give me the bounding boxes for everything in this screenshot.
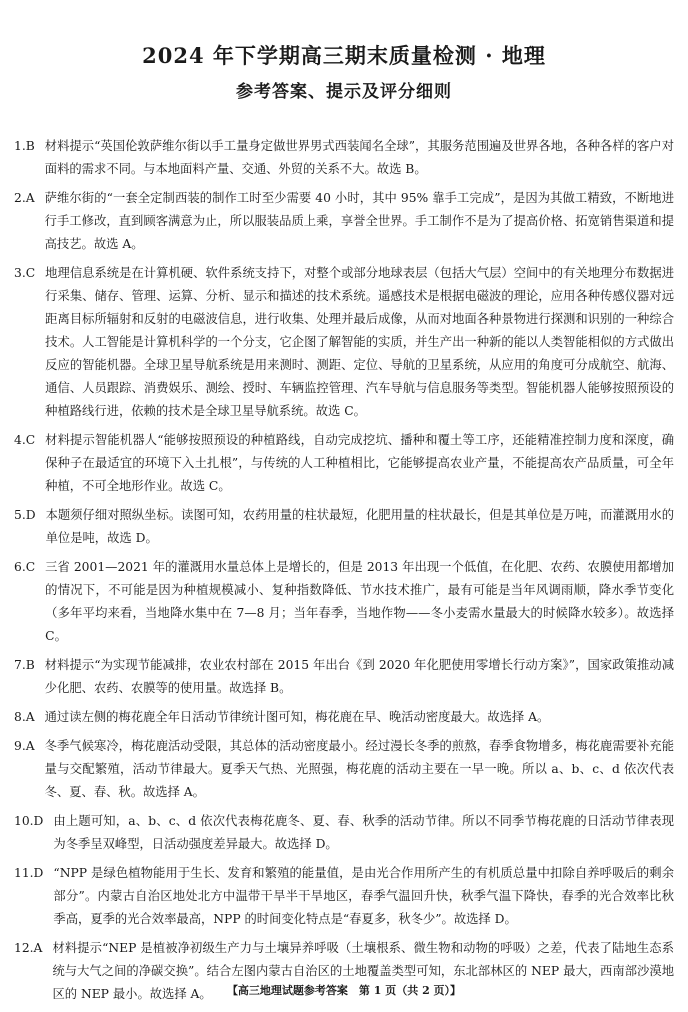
answer-number: 11.D [14, 866, 44, 880]
answer-text: 材料提示“为实现节能减排，农业农村部在 2015 年出台《到 2020 年化肥使用零增长行动方案》”，国家政策推动减少化肥、农药、农膜等的使用量。故选择 B。 [44, 658, 674, 695]
answer-text: 材料提示智能机器人“能够按照预设的种植路线，自动完成挖坑、播种和覆土等工序，还能精准控制力度和深度，确保种子在最适宜的环境下入土扎根”，与传统的人工种植相比，它能够提高农业产量，不能提高农产品质量，可全年种植，不可全地形作业。故选 C。 [45, 433, 674, 493]
page-subtitle: 参考答案、提示及评分细则 [236, 82, 452, 102]
answer-text: 三省 2001—2021 年的灌溉用水量总体上是增长的，但是 2013 年出现一个低值，在化肥、农药、农膜使用都增加的情况下，不可能是因为种植规模减小、复种指数降低、节水技术推广，最有可能是当年风调雨顺，降水季节变化（多年平均来看，当地降水集中在 7—8 月；当年春季，当地作物——冬小麦需水量最大的时候降水较多）。故选择 C。 [45, 560, 674, 643]
answer-number: 5.D [14, 508, 36, 522]
answer-item [14, 556, 674, 648]
answer-number: 7.B [14, 658, 35, 672]
page-footer: 【高三地理试题参考答案 第 1 页（共 2 页）】 [226, 984, 462, 997]
answer-text: 萨维尔街的“一套全定制西装的制作工时至少需要 40 小时，其中 95% 靠手工完成”，是因为其做工精致，不断地进行手工修改，直到顾客满意为止，所以服装品质上乘，享誉全世界。手工制作不是为了提高价格、拓宽销售渠道和提高技艺。故选 A。 [44, 191, 674, 251]
page-title: 2024 年下学期高三期末质量检测 · 地理 [142, 43, 546, 68]
answer-number: 3.C [14, 266, 36, 280]
answer-text: 通过读左侧的梅花鹿全年日活动节律统计图可知，梅花鹿在早、晚活动密度最大。故选择 A。 [44, 710, 550, 724]
answer-text: 冬季气候寒冷，梅花鹿活动受限，其总体的活动密度最小。经过漫长冬季的煎熬，春季食物增多，梅花鹿需要补充能量与交配繁殖，活动节律最大。夏季天气热、光照强，梅花鹿的活动主要在一早一晚。所以 a、b、c、d 依次代表冬、夏、春、秋。故选择 A。 [44, 739, 674, 799]
answer-item [14, 429, 674, 498]
answer-text: 材料提示“NEP 是植被净初级生产力与土壤异养呼吸（土壤根系、微生物和动物的呼吸）之差，代表了陆地生态系统与大气之间的净碳交换”。结合左图内蒙古自治区的土地覆盖类型可知，东北部林区的 NEP 最大，西南部沙漠地区的 NEP 最小。故选择 A。 [52, 941, 674, 1001]
answer-number: 8.A [14, 710, 35, 724]
answer-list [14, 135, 674, 1012]
answer-number: 4.C [14, 433, 36, 447]
answer-item [14, 187, 674, 256]
answer-text: 地理信息系统是在计算机硬、软件系统支持下，对整个或部分地球表层（包括大气层）空间中的有关地理分布数据进行采集、储存、管理、运算、分析、显示和描述的技术系统。遥感技术是根据电磁波的理论，应用各种传感仪器对远距离目标所辐射和反射的电磁波信息，进行收集、处理并最后成像，从而对地面各种景物进行探测和识别的一种综合技术。人工智能是计算机科学的一个分支，它企图了解智能的实质，并生产出一种新的能以人类智能相似的方式做出反应的智能机器。全球卫星导航系统是用来测时、测距、定位、导航的卫星系统，从应用的角度可分成航空、航海、通信、人员跟踪、消费娱乐、测绘、授时、车辆监控管理、汽车导航与信息服务等类型。智能机器人能够按照预设的种植路线行进，依赖的技术是全球卫星导航系统。故选 C。 [45, 266, 674, 418]
answer-number: 6.C [14, 560, 36, 574]
answer-item [14, 504, 674, 550]
answer-text: 材料提示“英国伦敦萨维尔街以手工量身定做世界男式西装闻名全球”，其服务范围遍及世界各地，各种各样的客户对面料的需求不同。与本地面料产量、交通、外贸的关系不大。故选 B。 [44, 139, 674, 176]
answer-number: 12.A [14, 941, 43, 955]
answer-item [14, 810, 674, 856]
answer-number: 9.A [14, 739, 35, 753]
answer-text: 由上题可知，a、b、c、d 依次代表梅花鹿冬、夏、春、秋季的活动节律。所以不同季节梅花鹿的日活动节律表现为冬季呈双峰型，日活动强度差异最大。故选择 D。 [53, 814, 674, 851]
answer-item [14, 706, 674, 729]
answer-item [14, 654, 674, 700]
answer-text: 本题须仔细对照纵坐标。读图可知，农药用量的柱状最短，化肥用量的柱状最长，但是其单位是万吨，而灌溉用水的单位是吨，故选 D。 [45, 508, 674, 545]
answer-item [14, 262, 674, 423]
answer-item [14, 135, 674, 181]
answer-number: 2.A [14, 191, 35, 205]
answer-item [14, 862, 674, 931]
answer-number: 10.D [14, 814, 44, 828]
answer-number: 1.B [14, 139, 35, 153]
answer-text: “NPP 是绿色植物能用于生长、发育和繁殖的能量值，是由光合作用所产生的有机质总量中扣除自养呼吸后的剩余部分”。内蒙古自治区地处北方中温带干旱半干旱地区，春季气温回升快，秋季气温下降快，春季的光合效率比秋季高，夏季的光合效率最高，NPP 的时间变化特点是“春夏多，秋冬少”。故选择 D。 [53, 866, 674, 926]
answer-item [14, 735, 674, 804]
